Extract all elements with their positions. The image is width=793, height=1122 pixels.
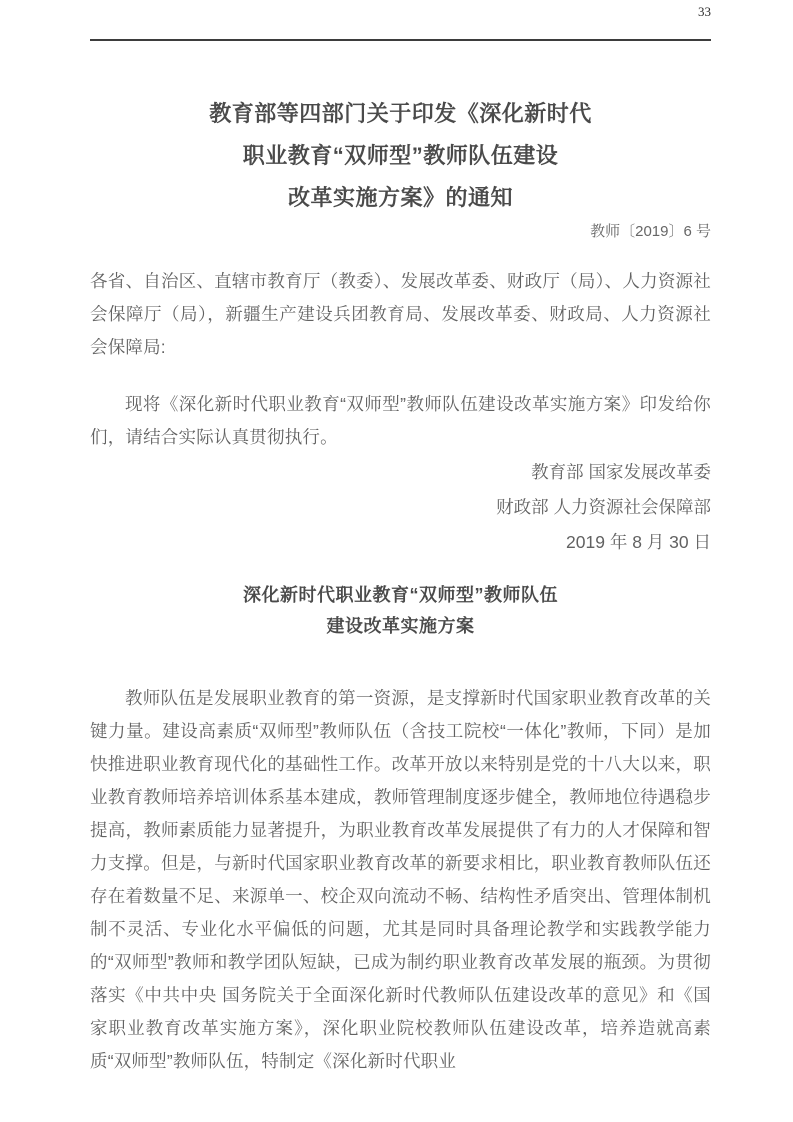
document-content [90, 0, 711, 1078]
signer-line-1: 教育部 国家发展改革委 [531, 462, 711, 482]
notice-title-line-3: 改革实施方案》的通知 [287, 185, 513, 210]
document-number: 教师〔2019〕6 号 [590, 223, 711, 240]
page-number: 33 [698, 4, 711, 19]
notice-title-line-1: 教育部等四部门关于印发《深化新时代 [209, 101, 592, 126]
addressee-paragraph: 各省、自治区、直辖市教育厅（教委）、发展改革委、财政厅（局）、人力资源社会保障厅（局），新疆生产建设兵团教育局、发展改革委、财政局、人力资源社会保障局: [90, 271, 711, 357]
plan-title [90, 580, 711, 642]
forwarding-paragraph: 现将《深化新时代职业教育“双师型”教师队伍建设改革实施方案》印发给你们，请结合实际认真贯彻执行。 [90, 394, 711, 447]
notice-title-line-2: 职业教育“双师型”教师队伍建设 [242, 143, 559, 168]
plan-title-line-1: 深化新时代职业教育“双师型”教师队伍 [243, 585, 558, 605]
signer-line-2: 财政部 人力资源社会保障部 [496, 497, 711, 517]
notice-title [90, 93, 711, 219]
plan-title-line-2: 建设改革实施方案 [326, 616, 475, 636]
signature-date: 2019 年 8 月 30 日 [566, 532, 711, 552]
signature-block [90, 455, 711, 560]
plan-opening-paragraph: 教师队伍是发展职业教育的第一资源，是支撑新时代国家职业教育改革的关键力量。建设高素质“双师型”教师队伍（含技工院校“一体化”教师，下同）是加快推进职业教育现代化的基础性工作。改革开放以来特别是党的十八大以来，职业教育教师培养培训体系基本建成，教师管理制度逐步健全，教师地位待遇稳步提高，教师素质能力显著提升，为职业教育改革发展提供了有力的人才保障和智力支撑。但是，与新时代国家职业教育改革的新要求相比，职业教育教师队伍还存在着数量不足、来源单一、校企双向流动不畅、结构性矛盾突出、管理体制机制不灵活、专业化水平偏低的问题，尤其是同时具备理论教学和实践教学能力的“双师型”教师和教学团队短缺，已成为制约职业教育改革发展的瓶颈。为贯彻落实《中共中央 国务院关于全面深化新时代教师队伍建设改革的意见》和《国家职业教育改革实施方案》，深化职业院校教师队伍建设改革，培养造就高素质“双师型”教师队伍，特制定《深化新时代职业 [90, 688, 711, 1071]
